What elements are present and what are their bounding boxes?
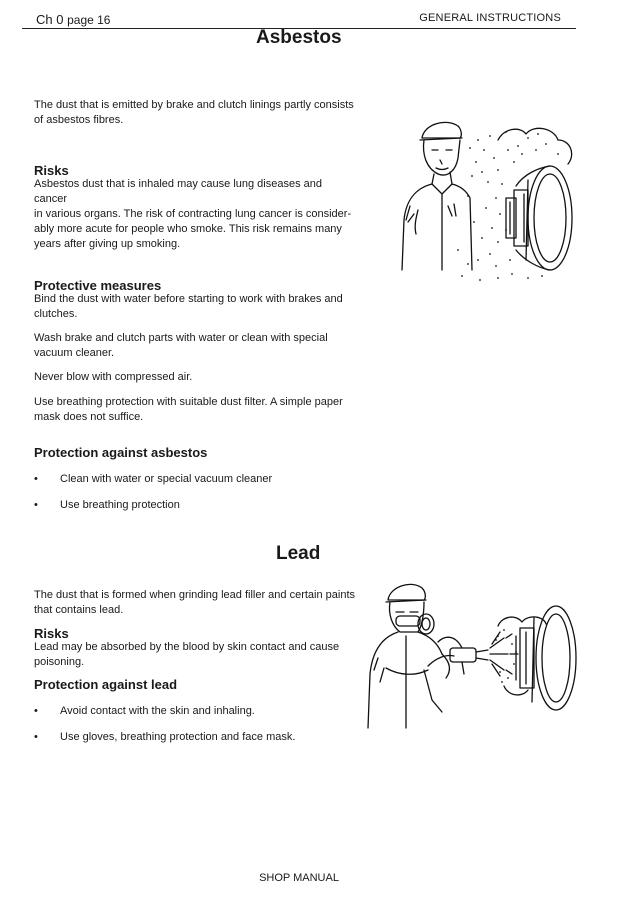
protective-measure-line: Never blow with compressed air. xyxy=(34,371,193,383)
bullet-text: Use gloves, breathing protection and face mask. xyxy=(60,731,296,743)
footer-label: SHOP MANUAL xyxy=(259,872,339,884)
protective-measure-line: Use breathing protection with suitable dust filter. A simple paper xyxy=(34,396,343,408)
bullet-text: Avoid contact with the skin and inhaling. xyxy=(60,705,255,717)
section-title: GENERAL INSTRUCTIONS xyxy=(419,12,561,24)
protective-measure-line: mask does not suffice. xyxy=(34,411,144,423)
asbestos-intro xyxy=(34,98,354,128)
asbestos-intro-line: of asbestos fibres. xyxy=(34,114,124,126)
lead-risks-heading: Risks xyxy=(34,626,69,641)
protective-measure-3 xyxy=(34,370,354,385)
asbestos-intro-line: The dust that is emitted by brake and clutch linings partly consists xyxy=(34,99,354,111)
protective-measure-4 xyxy=(34,395,354,425)
protective-measure-line: Bind the dust with water before starting to work with brakes and xyxy=(34,293,343,305)
lead-risks-line: poisoning. xyxy=(34,656,85,668)
protective-measure-2 xyxy=(34,331,354,361)
asbestos-risks-line: ably more acute for people who smoke. This risk remains many xyxy=(34,223,342,235)
lead-intro-line: The dust that is formed when grinding lead filler and certain paints xyxy=(34,589,356,601)
bullet-text: Use breathing protection xyxy=(60,499,180,511)
protective-measure-1 xyxy=(34,292,354,322)
protective-measure-line: vacuum cleaner. xyxy=(34,347,115,359)
protective-measures-heading: Protective measures xyxy=(34,278,162,293)
lead-intro-line: that contains lead. xyxy=(34,604,124,616)
asbestos-title: Asbestos xyxy=(256,27,342,48)
protection-lead-heading: Protection against lead xyxy=(34,677,178,692)
bullet-text: Clean with water or special vacuum cleaner xyxy=(60,473,273,485)
lead-intro xyxy=(34,588,364,618)
worker-grinding-respirator-illustration xyxy=(366,578,582,738)
bullet-icon: • xyxy=(34,731,38,743)
bullet-icon: • xyxy=(34,705,38,717)
protective-measure-line: clutches. xyxy=(34,308,78,320)
protective-measure-line: Wash brake and clutch parts with water or clean with special xyxy=(34,332,328,344)
asbestos-risks-line: in various organs. The risk of contracting lung cancer is consider- xyxy=(34,208,352,220)
chapter-page-label xyxy=(36,12,110,27)
lead-title: Lead xyxy=(276,543,321,564)
asbestos-risks-line: years after giving up smoking. xyxy=(34,238,181,250)
chapter-label: Ch 0 xyxy=(36,12,64,27)
lead-risks-line: Lead may be absorbed by the blood by skin contact and cause xyxy=(34,641,340,653)
lead-risks-text xyxy=(34,640,354,670)
bullet-icon: • xyxy=(34,473,38,485)
protection-asbestos-heading: Protection against asbestos xyxy=(34,445,208,460)
asbestos-risks-heading: Risks xyxy=(34,163,69,178)
asbestos-risks-line: Asbestos dust that is inhaled may cause lung diseases and cancer xyxy=(34,178,323,205)
bullet-icon: • xyxy=(34,499,38,511)
page-number: page 16 xyxy=(67,13,111,27)
worker-brake-dust-illustration xyxy=(398,110,582,290)
asbestos-risks-text xyxy=(34,177,354,252)
